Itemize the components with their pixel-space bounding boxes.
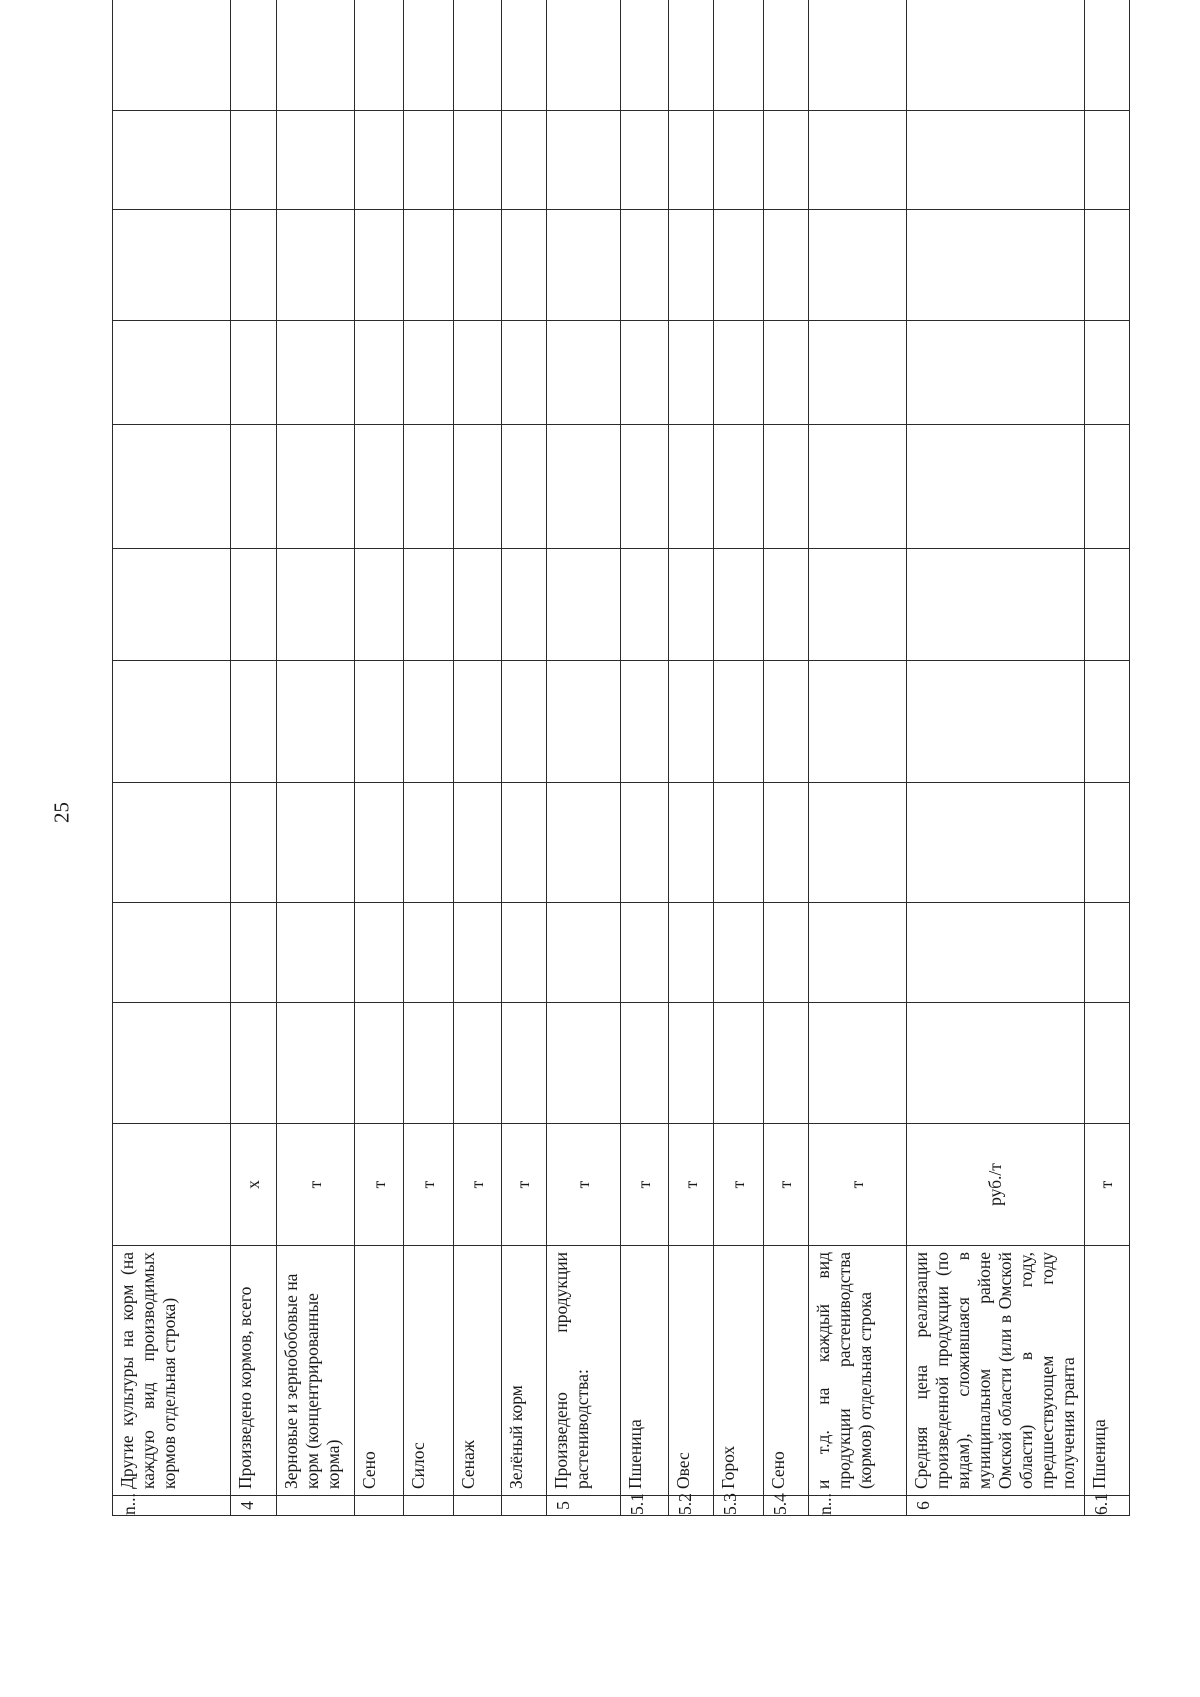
data-cell (501, 210, 546, 321)
data-cell (547, 783, 621, 903)
data-cell (355, 111, 404, 210)
row-unit: т (669, 1124, 714, 1246)
row-unit: т (620, 1124, 668, 1246)
data-cell (547, 549, 621, 661)
table-row (763, 0, 808, 1516)
data-cell (404, 1003, 453, 1124)
data-cell (907, 1003, 1085, 1124)
data-cell (1084, 549, 1129, 661)
data-cell (231, 425, 277, 549)
row-unit: т (404, 1124, 453, 1246)
row-name: Пшеница (1084, 1246, 1129, 1496)
data-cell (808, 111, 907, 210)
table-row (669, 0, 714, 1516)
row-unit (113, 1124, 231, 1246)
data-cell (231, 549, 277, 661)
data-cell (907, 0, 1085, 111)
data-cell (453, 111, 501, 210)
data-cell (669, 321, 714, 425)
data-cell (907, 111, 1085, 210)
row-name-left: Произведено (551, 1392, 572, 1489)
data-cell (669, 903, 714, 1003)
row-name: Овес (669, 1246, 714, 1496)
table-row (714, 0, 763, 1516)
data-cell (714, 549, 763, 661)
data-cell (547, 903, 621, 1003)
data-cell (113, 661, 231, 783)
table-row (1084, 0, 1129, 1516)
data-cell (404, 210, 453, 321)
data-cell (355, 425, 404, 549)
data-cell (1084, 661, 1129, 783)
data-cell (113, 425, 231, 549)
data-cell (714, 1003, 763, 1124)
data-cell (404, 321, 453, 425)
data-cell (355, 321, 404, 425)
row-unit: т (1084, 1124, 1129, 1246)
data-cell (501, 111, 546, 210)
data-cell (231, 1003, 277, 1124)
data-cell (231, 0, 277, 111)
data-cell (501, 661, 546, 783)
data-cell (404, 903, 453, 1003)
row-number: 4 (231, 1496, 277, 1516)
data-cell (620, 111, 668, 210)
data-cell (277, 111, 355, 210)
data-cell (404, 661, 453, 783)
data-cell (501, 549, 546, 661)
data-cell (669, 0, 714, 111)
data-cell (355, 549, 404, 661)
row-number: 5.3 (714, 1496, 763, 1516)
data-cell (763, 321, 808, 425)
row-name: и т.д. на каждый вид продукции растениводства (кормов) отдельная строка (808, 1246, 907, 1496)
data-cell (808, 549, 907, 661)
row-unit: руб./т (907, 1124, 1085, 1246)
table-row (113, 0, 231, 1516)
data-cell (231, 111, 277, 210)
data-cell (669, 661, 714, 783)
data-cell (907, 321, 1085, 425)
table-row (277, 0, 355, 1516)
row-number: 5.1 (620, 1496, 668, 1516)
row-number (404, 1496, 453, 1516)
data-cell (277, 1003, 355, 1124)
data-cell (620, 1003, 668, 1124)
table-row (907, 0, 1085, 1516)
data-cell (231, 783, 277, 903)
data-cell (808, 210, 907, 321)
row-number (501, 1496, 546, 1516)
data-cell (547, 661, 621, 783)
data-cell (501, 783, 546, 903)
data-cell (714, 903, 763, 1003)
data-cell (763, 903, 808, 1003)
table-row (547, 0, 621, 1516)
data-cell (113, 0, 231, 111)
data-cell (669, 111, 714, 210)
data-cell (113, 321, 231, 425)
data-cell (113, 903, 231, 1003)
row-number: 5.4 (763, 1496, 808, 1516)
row-name: Произведено кормов, всего (231, 1246, 277, 1496)
data-cell (453, 1003, 501, 1124)
data-cell (404, 111, 453, 210)
data-cell (404, 0, 453, 111)
data-cell (808, 783, 907, 903)
data-cell (355, 0, 404, 111)
data-cell (669, 210, 714, 321)
row-name-right: продукции (551, 1252, 572, 1333)
data-cell (1084, 210, 1129, 321)
table-row (501, 0, 546, 1516)
data-cell (547, 210, 621, 321)
data-cell (1084, 425, 1129, 549)
data-cell (277, 321, 355, 425)
data-table (112, 0, 1130, 1516)
data-cell (231, 210, 277, 321)
row-name: Средняя цена реализации произведенной продукции (по видам), сложившаяся в муниципальном районе Омской области (или в Омской области) в году, предшествующем году получения гранта (907, 1246, 1085, 1496)
data-cell (113, 783, 231, 903)
data-cell (501, 1003, 546, 1124)
data-cell (277, 661, 355, 783)
row-unit: т (808, 1124, 907, 1246)
row-unit: т (714, 1124, 763, 1246)
data-cell (1084, 783, 1129, 903)
data-cell (277, 0, 355, 111)
data-cell (547, 111, 621, 210)
data-cell (714, 321, 763, 425)
data-cell (231, 321, 277, 425)
data-cell (907, 425, 1085, 549)
data-cell (355, 1003, 404, 1124)
data-cell (231, 903, 277, 1003)
row-unit: т (763, 1124, 808, 1246)
data-cell (714, 111, 763, 210)
data-cell (620, 425, 668, 549)
data-cell (355, 210, 404, 321)
row-name: Пшеница (620, 1246, 668, 1496)
row-name: Силос (404, 1246, 453, 1496)
data-cell (113, 549, 231, 661)
row-unit: т (547, 1124, 621, 1246)
data-cell (453, 321, 501, 425)
row-number: n... (113, 1496, 231, 1516)
row-number (453, 1496, 501, 1516)
data-cell (808, 425, 907, 549)
data-cell (714, 661, 763, 783)
data-cell (907, 783, 1085, 903)
data-cell (1084, 0, 1129, 111)
data-cell (501, 903, 546, 1003)
data-cell (453, 549, 501, 661)
data-cell (620, 903, 668, 1003)
data-cell (808, 661, 907, 783)
data-cell (808, 1003, 907, 1124)
table-row (231, 0, 277, 1516)
data-cell (453, 783, 501, 903)
data-cell (453, 903, 501, 1003)
data-cell (1084, 1003, 1129, 1124)
row-unit: т (453, 1124, 501, 1246)
data-cell (547, 0, 621, 111)
row-unit: т (355, 1124, 404, 1246)
data-cell (808, 903, 907, 1003)
data-cell (714, 210, 763, 321)
rotated-table-container (112, 68, 1130, 1516)
row-number: 6.1 (1084, 1496, 1129, 1516)
row-name: Зелёный корм (501, 1246, 546, 1496)
data-cell (620, 210, 668, 321)
data-cell (714, 425, 763, 549)
row-unit: т (277, 1124, 355, 1246)
row-name: Зерновые и зернобобовые на корм (концентрированные корма) (277, 1246, 355, 1496)
data-cell (907, 661, 1085, 783)
data-cell (277, 549, 355, 661)
data-cell (763, 1003, 808, 1124)
data-cell (907, 903, 1085, 1003)
table-row (808, 0, 907, 1516)
table-row (355, 0, 404, 1516)
row-number: 5.2 (669, 1496, 714, 1516)
data-cell (355, 661, 404, 783)
data-cell (620, 783, 668, 903)
data-cell (669, 425, 714, 549)
data-cell (404, 549, 453, 661)
row-unit: х (231, 1124, 277, 1246)
data-cell (763, 210, 808, 321)
data-cell (763, 0, 808, 111)
data-cell (907, 549, 1085, 661)
data-cell (763, 549, 808, 661)
data-cell (277, 903, 355, 1003)
data-cell (669, 1003, 714, 1124)
row-number: 5 (547, 1496, 621, 1516)
data-cell (404, 425, 453, 549)
data-cell (808, 321, 907, 425)
row-number (277, 1496, 355, 1516)
data-cell (1084, 111, 1129, 210)
table-row (453, 0, 501, 1516)
data-cell (404, 783, 453, 903)
data-cell (808, 0, 907, 111)
data-cell (355, 903, 404, 1003)
row-unit: т (501, 1124, 546, 1246)
row-name-line-2: растениводства: (572, 1369, 593, 1489)
data-cell (1084, 903, 1129, 1003)
data-cell (547, 321, 621, 425)
data-cell (113, 1003, 231, 1124)
row-name: Сено (355, 1246, 404, 1496)
row-name: Горох (714, 1246, 763, 1496)
row-name: Сено (763, 1246, 808, 1496)
data-cell (1084, 321, 1129, 425)
data-cell (714, 0, 763, 111)
data-cell (501, 0, 546, 111)
data-cell (763, 425, 808, 549)
data-cell (453, 210, 501, 321)
data-cell (763, 661, 808, 783)
data-cell (907, 210, 1085, 321)
data-cell (453, 0, 501, 111)
data-cell (453, 661, 501, 783)
data-cell (277, 210, 355, 321)
data-cell (231, 661, 277, 783)
data-cell (620, 661, 668, 783)
row-number (355, 1496, 404, 1516)
data-cell (113, 111, 231, 210)
table-row (620, 0, 668, 1516)
data-cell (669, 783, 714, 903)
row-name-line-1 (551, 1252, 572, 1489)
data-cell (113, 210, 231, 321)
row-number: n... (808, 1496, 907, 1516)
data-cell (547, 425, 621, 549)
row-name: Сенаж (453, 1246, 501, 1496)
data-cell (669, 549, 714, 661)
table-row (404, 0, 453, 1516)
data-cell (453, 425, 501, 549)
data-cell (277, 425, 355, 549)
page-number: 25 (49, 802, 74, 823)
data-cell (501, 425, 546, 549)
data-cell (547, 1003, 621, 1124)
row-name (547, 1246, 621, 1496)
data-cell (501, 321, 546, 425)
row-name: Другие культуры на корм (на каждую вид производимых кормов отдельная строка) (113, 1246, 231, 1496)
data-cell (763, 111, 808, 210)
data-cell (277, 783, 355, 903)
data-cell (620, 0, 668, 111)
data-cell (763, 783, 808, 903)
data-cell (714, 783, 763, 903)
data-cell (620, 549, 668, 661)
row-number: 6 (907, 1496, 1085, 1516)
data-cell (355, 783, 404, 903)
data-cell (620, 321, 668, 425)
